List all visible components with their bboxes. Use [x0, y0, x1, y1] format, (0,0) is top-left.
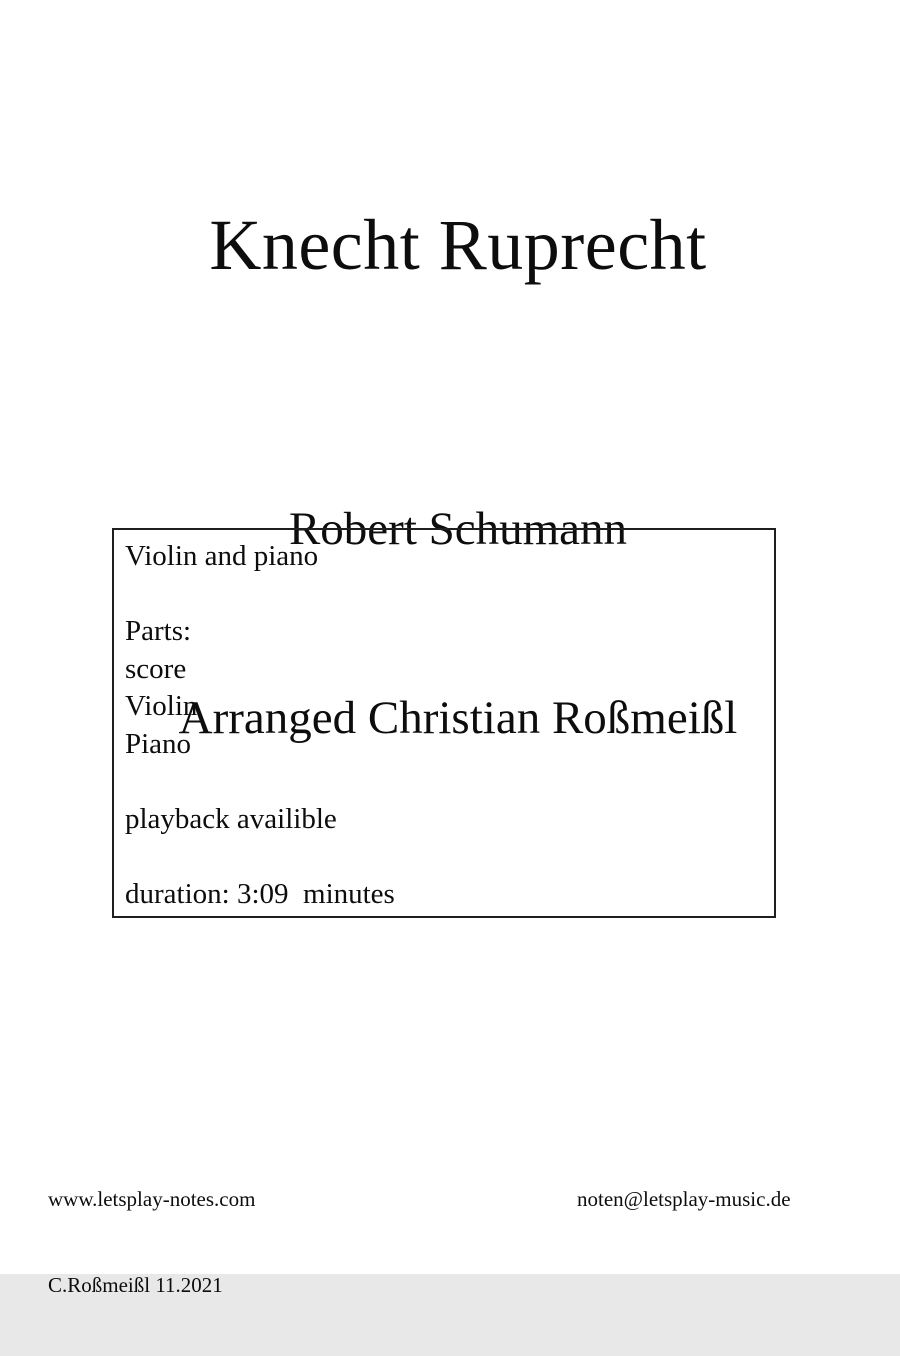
composer-name: Robert Schumann	[288, 503, 628, 555]
part-item-violin: Violin	[125, 690, 198, 722]
part-item-piano: Piano	[125, 727, 192, 760]
footer-left	[48, 1128, 255, 1356]
playback-note: playback availible	[125, 802, 337, 835]
website-text: www.letsplay-notes.com	[48, 1187, 256, 1211]
blank-line	[125, 576, 762, 614]
instrumentation-line: Violin and piano	[125, 540, 319, 572]
footer-right	[577, 1128, 791, 1271]
credit-text: C.Roßmeißl 11.2021	[48, 1272, 223, 1297]
arranger-name: Arranged Christian Roßmeißl	[178, 692, 738, 744]
info-box	[112, 528, 776, 918]
email-text: noten@letsplay-music.de	[577, 1187, 791, 1211]
blank-line	[125, 763, 762, 801]
blank-line	[125, 838, 762, 876]
page-title: Knecht Ruprecht	[209, 205, 707, 285]
part-item-score: score	[125, 652, 187, 685]
duration-line: duration: 3:09 minutes	[125, 877, 395, 910]
parts-heading: Parts:	[125, 615, 192, 647]
